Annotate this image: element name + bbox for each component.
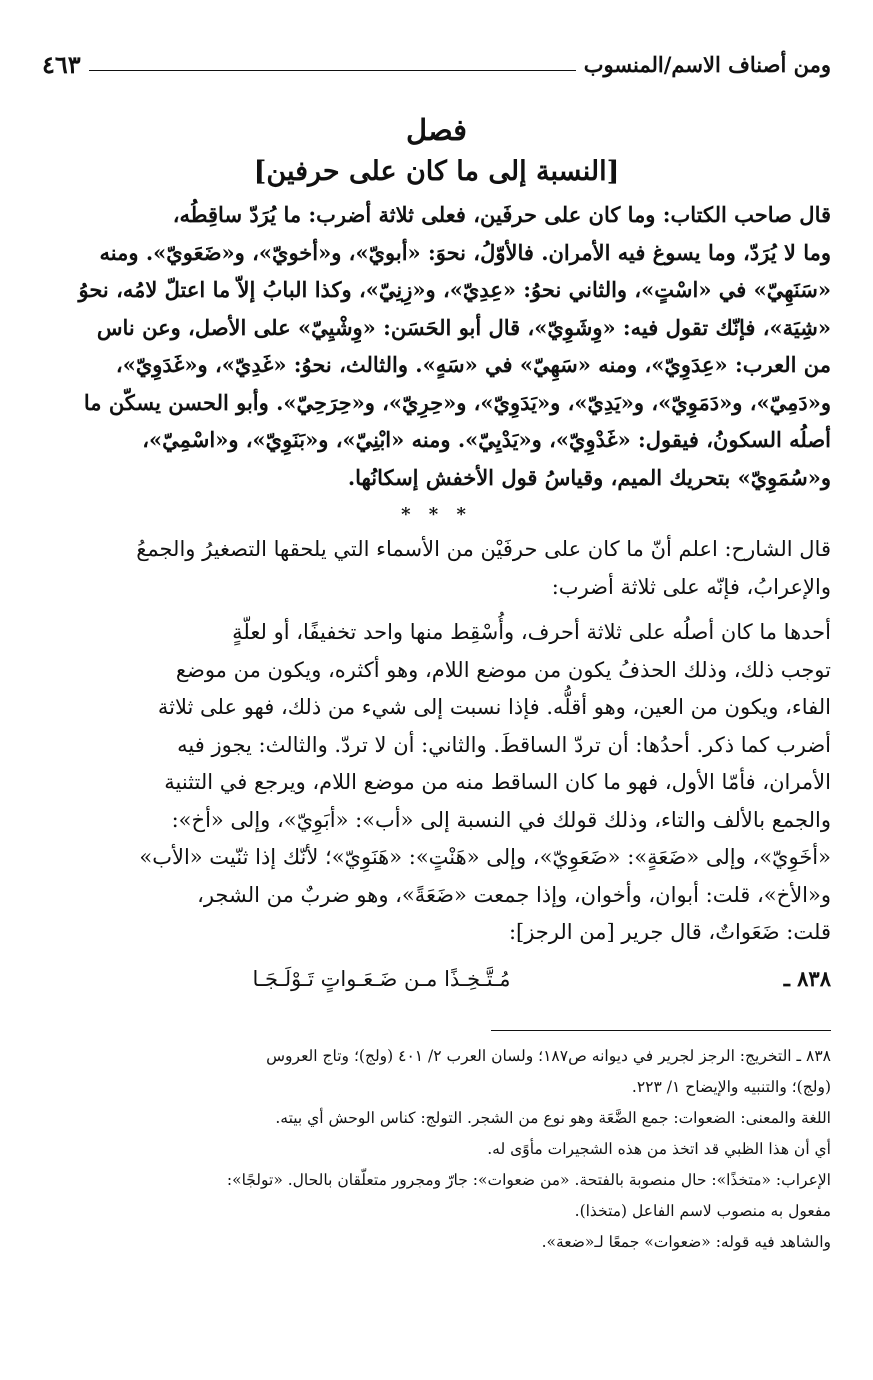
text-line: الفاء، ويكون من العين، وهو أقلُّه. فإذا نسبت إلى شيء من ذلك، فهو على ثلاثة xyxy=(157,695,831,719)
author-text xyxy=(42,196,831,496)
running-header-title: ومن أصناف الاسم/المنسوب xyxy=(583,51,831,77)
footnotes xyxy=(42,1041,831,1258)
text-line: والإعرابُ، فإنّه على ثلاثة أضرب: xyxy=(551,574,831,599)
text-line: «شِيَة»، فإنّك تقول فيه: «وِشَوِيّ»، قال أبو الحَسَن: «وِشْيِيّ» على الأصل، وعن ناس xyxy=(96,314,831,340)
text-line: قلت: ضَعَواتٌ، قال جرير [من الرجز]: xyxy=(508,920,831,944)
commentary-text xyxy=(42,531,831,952)
footnote-line: أي أن هذا الظبي قد اتخذ من هذه الشجيرات مأوًى له. xyxy=(487,1139,831,1158)
text-line: والجمع بالألف والتاء، وذلك قولك في النسبة إلى «أب»: «أبَوِيّ»، وإلى «أخ»: xyxy=(171,807,831,832)
footnote-line: (ولج)؛ والتنبيه والإيضاح ١/ ٢٢٣. xyxy=(631,1077,831,1096)
text-line: و«سُمَوِيّ» بتحريك الميم، وقياسُ قول الأخفش إسكانُها. xyxy=(347,464,831,490)
running-header xyxy=(42,44,831,84)
text-line: توجب ذلك، وذلك الحذفُ يكون من موضع اللام، وهو أكثره، ويكون من موضع xyxy=(175,657,831,682)
section-separator-stars: * * * xyxy=(401,504,472,525)
text-line: «أخَوِيّ»، وإلى «ضَعَةٍ»: «ضَعَوِيّ»، وإلى «هَنْتٍ»: «هَنَوِيّ»؛ لأنّك إذا ثنّيت «الأب» xyxy=(139,845,831,869)
text-line: أحدها ما كان أصلُه على ثلاثة أحرف، وأُسْقِط منها واحد تخفيفًا، أو لعلّةٍ xyxy=(232,620,831,644)
footnote-line: والشاهد فيه قوله: «ضعوات» جمعًا لـ«ضعة». xyxy=(541,1232,831,1251)
verse-number: ٨٣٨ ـ xyxy=(783,965,831,991)
footnote-line: اللغة والمعنى: الضعوات: جمع الضَّعَة وهو نوع من الشجر. التولج: كناس الوحش أي بيته. xyxy=(275,1108,831,1127)
footnote-rule xyxy=(491,1030,831,1031)
text-line: من العرب: «عِدَوِيّ»، ومنه «سَهِيّ» في «سَهٍ». والثالث، نحوُ: «غَدِيّ»، و«غَدَوِيّ»، xyxy=(115,352,831,377)
text-line: أضرب كما ذكر. أحدُها: أن تردّ الساقطَ. والثاني: أن لا تردّ. والثالث: يجوز فيه xyxy=(177,732,831,757)
section-subtitle: [النسبة إلى ما كان على حرفين] xyxy=(253,156,620,187)
text-line: قال الشارح: اعلم أنّ ما كان على حرفَيْن من الأسماء التي يلحقها التصغيرُ والجمعُ xyxy=(136,537,831,561)
footnote-line: ٨٣٨ ـ التخريج: الرجز لجرير في ديوانه ص١٨٧؛ ولسان العرب ٢/ ٤٠١ (ولج)؛ وتاج العروس xyxy=(266,1046,831,1065)
text-line: أصلُه السكونُ، فيقول: «غَدْوِيّ»، و«يَدْيِيّ». ومنه «ابْنِيّ»، و«بَنَوِيّ»، و«اسْمِيّ»، xyxy=(142,427,831,452)
text-line: «سَنَهِيّ» في «اسْتٍ»، والثاني نحوُ: «عِدِيّ»، و«زِنِيّ»، وكذا البابُ إلاّ ما اعتلّ لامُه، نحوُ xyxy=(78,277,831,302)
text-line: الأمران، فأمّا الأول، فهو ما كان الساقط منه من موضع اللام، ويرجع في التثنية xyxy=(164,770,831,794)
footnote-line: مفعول به منصوب لاسم الفاعل (متخذا). xyxy=(574,1201,831,1220)
page-number: ٤٦٣ xyxy=(42,49,81,79)
text-line: وما لا يُرَدّ، وما يسوغ فيه الأمران. فالأوّلُ، نحوَ: «أبويّ»، و«أخويّ»، و«ضَعَويّ». ومنه xyxy=(99,239,831,265)
header-rule xyxy=(89,70,576,71)
text-line: قال صاحب الكتاب: وما كان على حرفَين، فعلى ثلاثة أضرب: ما يُرَدّ ساقِطُه، xyxy=(172,202,831,227)
text-line: و«دَمِيّ»، و«دَمَوِيّ»، و«يَدِيّ»، و«يَدَوِيّ»، و«حِرِيّ»، و«حِرَحِيّ». وأبو الحسن يسكّن ما xyxy=(83,389,831,415)
verse xyxy=(42,960,831,998)
verse-text: مُـتَّـخِـذًا مـن ضَـعَـواتٍ تَـوْلَـجَـا xyxy=(252,966,511,991)
footnote-line: الإعراب: «متخذًا»: حال منصوبة بالفتحة. «من ضعوات»: جارّ ومجرور متعلّقان بالحال. «تولجًا»: xyxy=(226,1170,831,1189)
section-title: فصل xyxy=(406,113,467,147)
text-line: و«الأخ»، قلت: أبوان، وأخوان، وإذا جمعت «ضَعَةً»، وهو ضربٌ من الشجر، xyxy=(197,882,831,907)
